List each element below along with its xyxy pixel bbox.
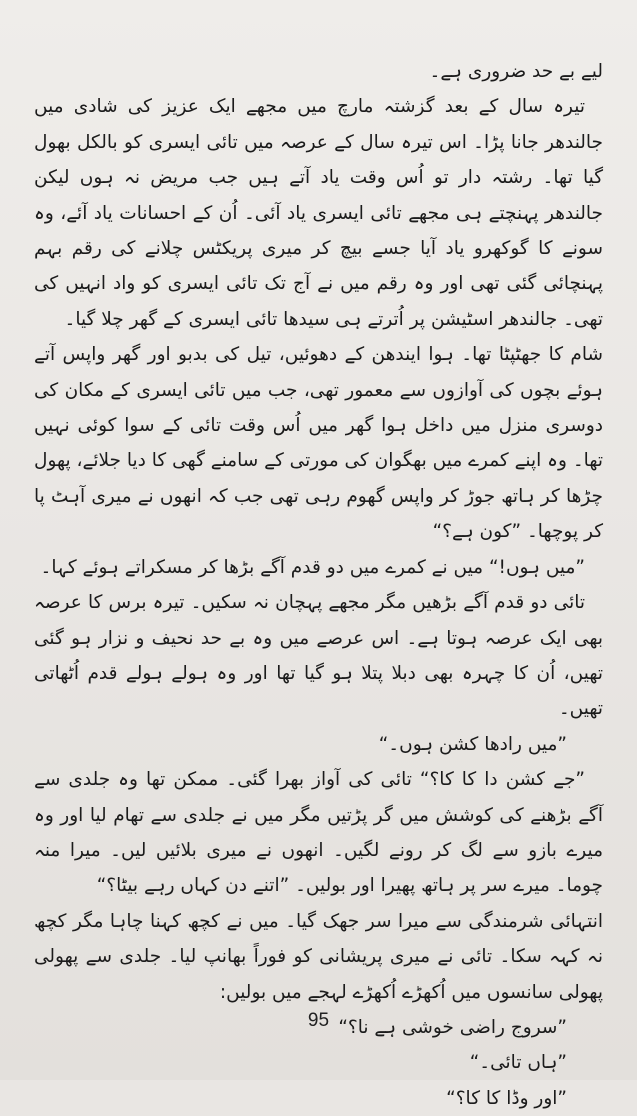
paragraph-3: شام کا جھٹپٹا تھا۔ ہوا ایندھن کے دھوئیں، تیل کی بدبو اور گھر واپس آتے ہوئے بچوں کی آوازوں سے معمور تھی، جب میں تائی ایسری کے مکان کی دوسری منزل میں داخل ہوا گھر میں اُس وقت تائی کے سوا کوئی نہیں تھا۔ وہ اپنے کمرے میں بھگوان کی مورتی کے سامنے گھی کا دیا جلائے، پھول چڑھا کر ہاتھ جوڑ کر واپس گھوم رہی تھی جب کہ انھوں نے میری آہٹ پا کر پوچھا۔ ”کون ہے؟“ — [34, 344, 603, 543]
paragraph-9: ”سروج راضی خوشی ہے نا؟“ — [338, 1016, 567, 1038]
paragraph-7: ”جے کشن دا کا کا؟“ تائی کی آواز بھرا گئی۔ ممکن تھا وہ جلدی سے آگے بڑھنے کی کوشش میں گر پڑتیں مگر میں نے جلدی سے تھام لیا اور وہ میرے بازو سے لگ کر رونے لگیں۔ انھوں نے میری بلائیں لیں۔ میرا منہ چوما۔ میرے سر پر ہاتھ پھیرا اور بولیں۔ ”اتنے دن کہاں رہے بیٹا؟“ — [34, 769, 603, 897]
paragraph-8: انتہائی شرمندگی سے میرا سر جھک گیا۔ میں نے کچھ کہنا چاہا مگر کچھ نہ کہہ سکا۔ تائی نے میری پریشانی کو فوراً بھانپ لیا۔ جلدی سے پھولی پھولی سانسوں میں اُکھڑے اُکھڑے لہجے میں بولیں: — [34, 910, 603, 1003]
paragraph-2: تیرہ سال کے بعد گزشتہ مارچ میں مجھے ایک عزیز کی شادی میں جالندھر جانا پڑا۔ اس تیرہ سال کے عرصہ میں تائی ایسری کو بالکل بھول گیا تھا۔ رشتہ دار تو اُس وقت یاد آتے ہیں جب مریض نہ ہوں لیکن جالندھر پہنچتے ہی مجھے تائی ایسری یاد آئی۔ اُن کے احسانات یاد آئے، وہ سونے کا گوکھرو یاد آیا جسے بیچ کر میری پریکٹس چلانے کی رقم بہم پہنچائی گئی تھی اور وہ رقم میں نے آج تک تائی ایسری کو واد انہیں کی تھی۔ جالندھر اسٹیشن پر اُترتے ہی سیدھا تائی ایسری کے گھر چلا گیا۔ — [34, 96, 603, 330]
paragraph-11: ”اور وڈا کا کا؟“ — [446, 1087, 567, 1109]
paragraph-4: ”میں ہوں!“ میں نے کمرے میں دو قدم آگے بڑھا کر مسکراتے ہوئے کہا۔ — [40, 556, 585, 578]
paragraph-5: تائی دو قدم آگے بڑھیں مگر مجھے پہچان نہ سکیں۔ تیرہ برس کا عرصہ بھی ایک عرصہ ہوتا ہے۔ اس عرصے میں وہ بے حد نحیف و نزار ہو گئی تھیں، اُن کا چہرہ بھی دبلا پتلا ہو گیا تھا اور وہ ہولے ہولے قدم اُٹھاتی تھیں۔ — [34, 592, 603, 720]
paragraph-1: لیے بے حد ضروری ہے۔ — [429, 61, 603, 82]
paragraph-6: ”میں رادھا کشن ہوں۔“ — [378, 733, 567, 755]
page-text — [34, 54, 603, 1116]
paragraph-10: ”ہاں تائی۔“ — [469, 1052, 567, 1074]
page-number: 95 — [307, 1010, 330, 1031]
